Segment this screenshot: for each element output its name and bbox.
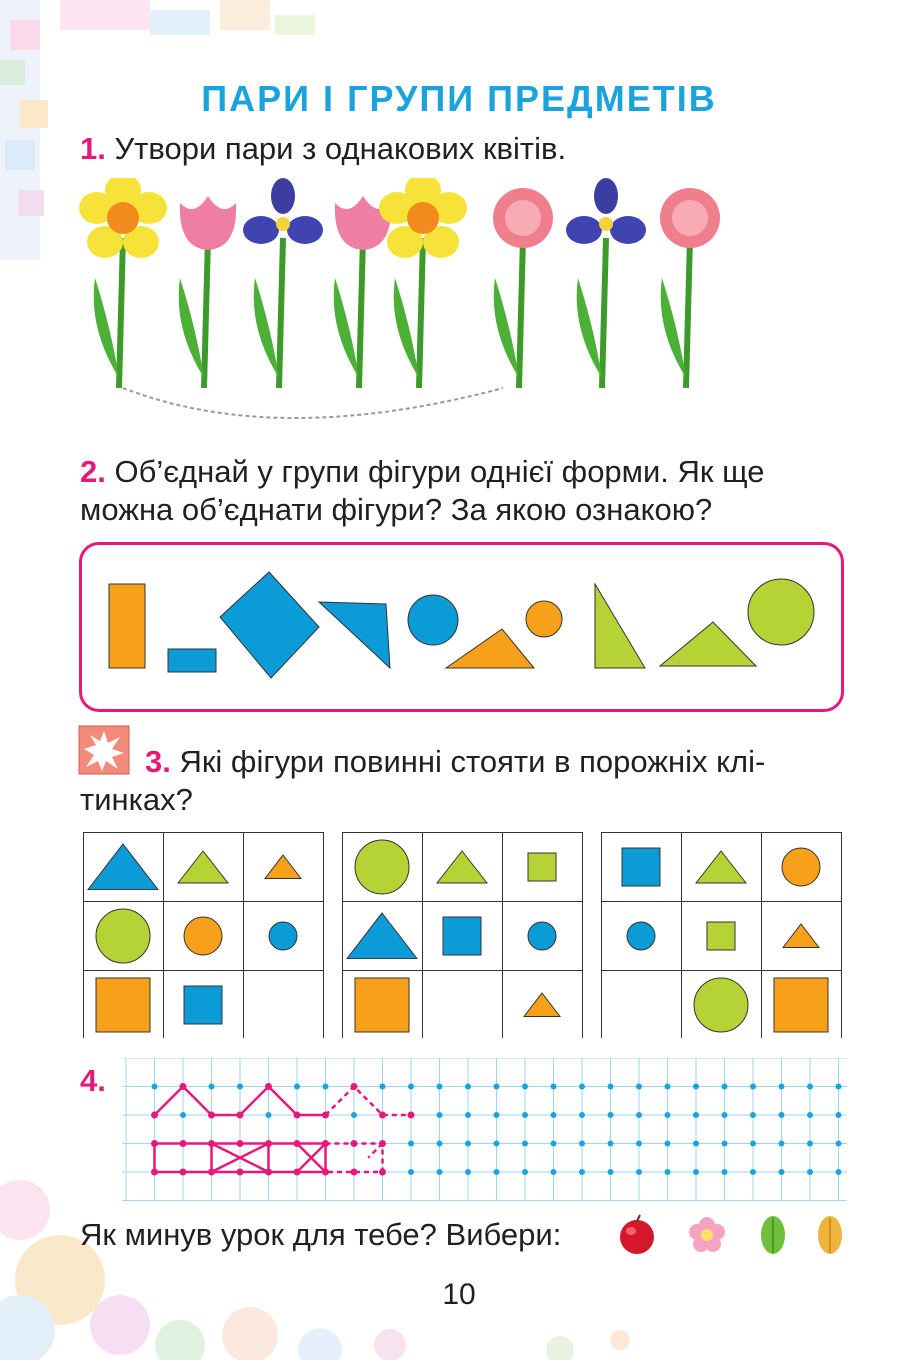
grid-cell — [243, 901, 323, 970]
iris-flower — [566, 178, 646, 388]
flower-icon[interactable] — [689, 1217, 725, 1252]
lime-circle-large — [693, 977, 749, 1033]
star-bonus-icon — [78, 725, 130, 775]
orange-square-large — [354, 977, 410, 1033]
task-text: Утвори пари з однакових квітів. — [114, 131, 567, 166]
grid-cell — [502, 901, 582, 970]
grid-cell — [681, 832, 761, 901]
blue-triangle-large — [87, 843, 159, 891]
task-1 — [80, 130, 566, 168]
task-2 — [80, 453, 765, 529]
blue-triangle — [319, 602, 390, 668]
blue-circle — [408, 595, 458, 645]
pattern-grid-1 — [83, 832, 323, 1038]
iris-flower — [243, 178, 323, 388]
grid-cell — [83, 901, 163, 970]
grid-cell — [502, 970, 582, 1039]
grid-line — [582, 832, 583, 1038]
grid-cell — [601, 832, 681, 901]
grid-cell — [83, 970, 163, 1039]
grid-cell — [761, 901, 841, 970]
grid-cell — [163, 970, 243, 1039]
grid-cell — [761, 970, 841, 1039]
grid-line — [841, 832, 842, 1038]
blue-rectangle-small — [168, 649, 216, 672]
blue-circle-small — [527, 921, 557, 951]
orange-rectangle — [109, 584, 145, 668]
grid-cell — [243, 832, 323, 901]
task-number: 1. — [80, 131, 106, 166]
orange-square-large — [95, 977, 151, 1033]
grid-cell — [342, 832, 422, 901]
lime-triangle-medium — [177, 850, 229, 884]
lime-right-triangle — [595, 584, 645, 668]
orange-circle — [526, 601, 562, 637]
blue-square-medium — [442, 916, 482, 956]
lime-circle — [748, 579, 814, 645]
grid-cell — [83, 832, 163, 901]
lime-triangle-medium — [436, 850, 488, 884]
grid-cell — [342, 970, 422, 1039]
task-3-line2: тинках? — [80, 782, 193, 817]
apple-icon[interactable] — [620, 1215, 654, 1254]
task-number: 3. — [145, 744, 171, 779]
task-text-line1: Які фігури повинні стояти в порожніх клі- — [179, 744, 766, 779]
orange-triangle-small — [264, 854, 302, 880]
empty-cell[interactable] — [601, 970, 681, 1039]
orange-circle-medium — [781, 847, 821, 887]
tulip-flower — [179, 196, 236, 388]
grid-cell — [502, 832, 582, 901]
orange-triangle-small — [523, 992, 561, 1018]
reflection-text: Як минув урок для тебе? Вибери: — [80, 1217, 562, 1252]
orange-triangle — [446, 629, 534, 668]
task-text-line2: можна об’єднати фігури? За якою ознакою? — [80, 492, 713, 527]
grid-cell — [422, 901, 502, 970]
grid-cell — [681, 901, 761, 970]
carnation-flower — [493, 188, 553, 388]
lime-triangle — [660, 622, 756, 666]
daffodil-flower — [79, 178, 167, 388]
pair-connection-line — [123, 388, 503, 418]
tulip-flower — [334, 196, 391, 388]
green-leaf-icon[interactable] — [761, 1216, 785, 1254]
lime-square-small — [527, 852, 557, 882]
dot-grid-pattern — [122, 1058, 847, 1203]
task-4 — [80, 1062, 106, 1100]
grid-cell — [422, 832, 502, 901]
task-text-line1: Об’єднай у групи фігури однієї форми. Як ще — [114, 454, 765, 489]
grid-cell — [761, 832, 841, 901]
lime-circle-large — [95, 908, 151, 964]
blue-circle-small — [268, 921, 298, 951]
task-3 — [145, 743, 765, 781]
grid-line — [323, 832, 324, 1038]
grid-cell — [163, 901, 243, 970]
blue-square-medium — [621, 847, 661, 887]
daffodil-flower — [379, 178, 467, 388]
lime-square-small — [706, 921, 736, 951]
orange-triangle-small — [782, 923, 820, 949]
pattern-grid-2 — [342, 832, 582, 1038]
task-number: 2. — [80, 454, 106, 489]
reflection-icons — [615, 1213, 855, 1257]
grid-cell — [163, 832, 243, 901]
task-number: 4. — [80, 1063, 106, 1098]
blue-circle-small — [626, 921, 656, 951]
lime-triangle-medium — [695, 850, 747, 884]
yellow-leaf-icon[interactable] — [818, 1216, 842, 1254]
carnation-flower — [660, 188, 720, 388]
blue-triangle-large — [346, 912, 418, 960]
grid-cell — [681, 970, 761, 1039]
empty-cell[interactable] — [243, 970, 323, 1039]
blue-square-medium — [183, 985, 223, 1025]
blue-rotated-rectangle — [220, 572, 319, 678]
orange-circle-medium — [183, 916, 223, 956]
reflection-question — [80, 1216, 561, 1254]
flowers-illustration — [78, 178, 848, 438]
page-number: 10 — [442, 1278, 476, 1311]
shapes-to-group — [79, 542, 844, 712]
lime-circle-large — [354, 839, 410, 895]
grid-cell — [342, 901, 422, 970]
pattern-grid-3 — [601, 832, 841, 1038]
orange-square-large — [773, 977, 829, 1033]
grid-cell — [601, 901, 681, 970]
page-title: ПАРИ І ГРУПИ ПРЕДМЕТІВ — [201, 78, 717, 119]
empty-cell[interactable] — [422, 970, 502, 1039]
